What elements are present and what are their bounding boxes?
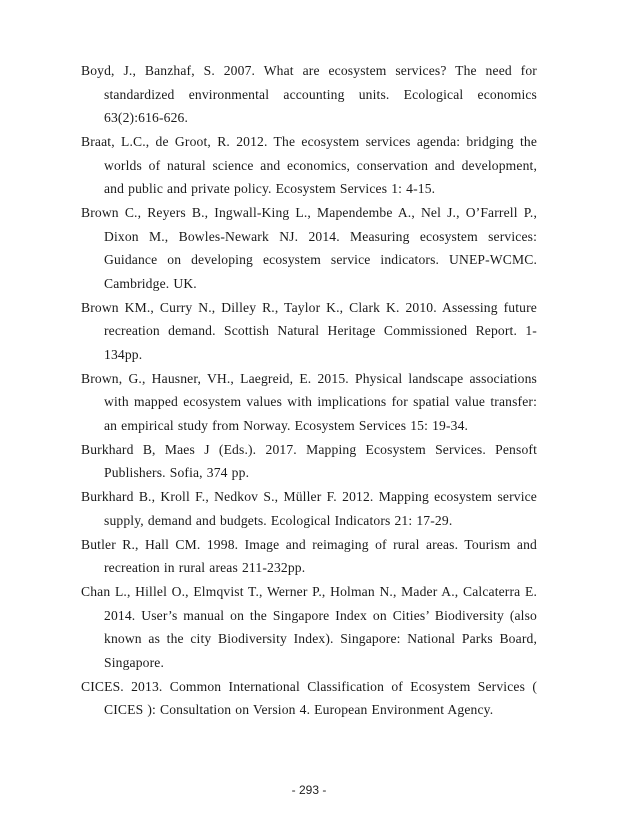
reference-entry-chan-2014: Chan L., Hillel O., Elmqvist T., Werner P., Holman N., Mader A., Calcaterra E. 2014. User’s manual on the Singapore Index on Cities’ Biodiversity (also known as the city Biodiversity Index). Singapore: National Parks Board, Singapore. <box>81 584 537 670</box>
reference-entry-burkhard-2012: Burkhard B., Kroll F., Nedkov S., Müller F. 2012. Mapping ecosystem service supply, demand and budgets. Ecological Indicators 21: 17-29. <box>81 489 537 528</box>
reference-entry-boyd-2007: Boyd, J., Banzhaf, S. 2007. What are ecosystem services? The need for standardized environmental accounting units. Ecological economics 63(2):616-626. <box>81 63 537 125</box>
reference-entry-burkhard-maes-2017: Burkhard B, Maes J (Eds.). 2017. Mapping Ecosystem Services. Pensoft Publishers. Sofia, 374 pp. <box>81 441 537 480</box>
reference-entry-brown-km-2010: Brown KM., Curry N., Dilley R., Taylor K., Clark K. 2010. Assessing future recreation demand. Scottish Natural Heritage Commissioned Report. 1-134pp. <box>81 299 537 362</box>
reference-list <box>81 59 537 722</box>
page-number: - 293 - <box>291 783 327 797</box>
reference-entry-brown-c-2014: Brown C., Reyers B., Ingwall-King L., Mapendembe A., Nel J., O’Farrell P., Dixon M., Bowles-Newark NJ. 2014. Measuring ecosystem services: Guidance on developing ecosystem service indicators. UNEP-WCMC. Cambridge. UK. <box>81 205 537 291</box>
reference-entry-butler-1998: Butler R., Hall CM. 1998. Image and reimaging of rural areas. Tourism and recreation in rural areas 211-232pp. <box>81 536 537 575</box>
reference-entry-braat-2012: Braat, L.C., de Groot, R. 2012. The ecosystem services agenda: bridging the worlds of natural science and economics, conservation and development, and public and private policy. Ecosystem Services 1: 4-15. <box>81 134 537 196</box>
reference-entry-brown-g-2015: Brown, G., Hausner, VH., Laegreid, E. 2015. Physical landscape associations with mapped ecosystem values with implications for spatial value transfer: an empirical study from Norway. Ecosystem Services 15: 19-34. <box>81 370 537 433</box>
reference-entry-cices-2013: CICES. 2013. Common International Classification of Ecosystem Services ( CICES ): Consultation on Version 4. European Environment Agency. <box>81 678 537 717</box>
